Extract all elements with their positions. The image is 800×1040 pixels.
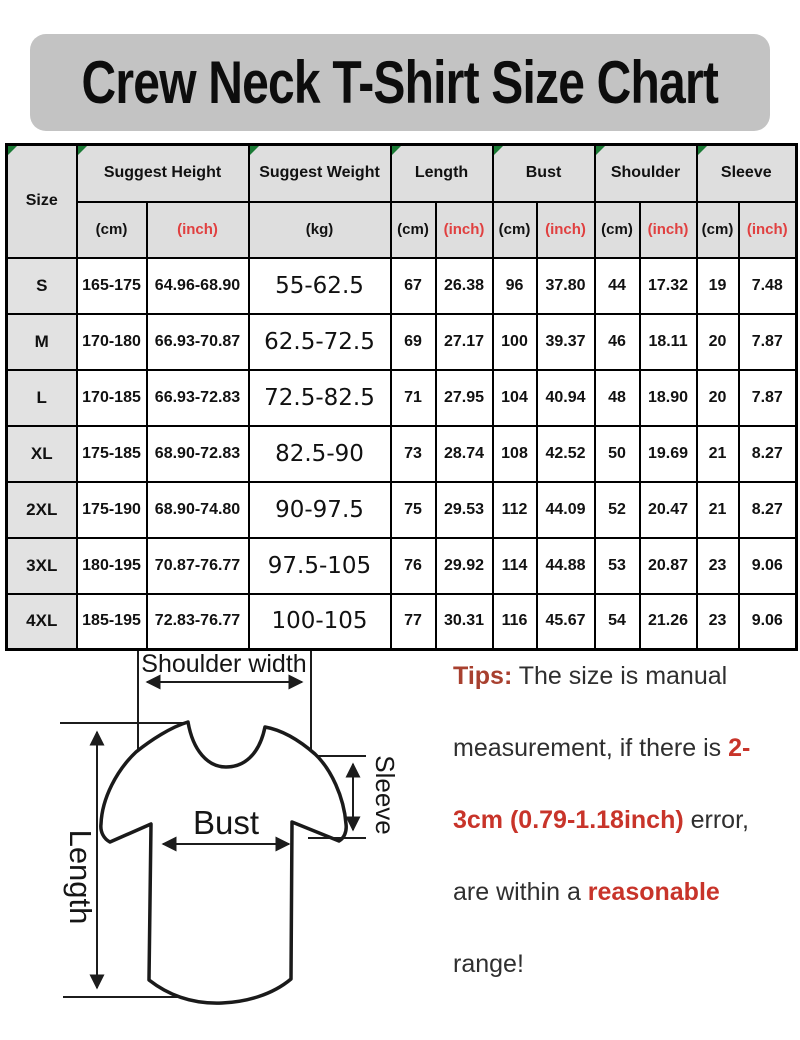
table-cell: 27.17 bbox=[436, 314, 493, 370]
table-cell: 21 bbox=[697, 482, 739, 538]
table-cell: 71 bbox=[391, 370, 436, 426]
table-cell: 67 bbox=[391, 258, 436, 314]
table-cell: 180-195 bbox=[77, 538, 147, 594]
table-cell: 69 bbox=[391, 314, 436, 370]
table-cell: 97.5-105 bbox=[249, 538, 391, 594]
tips-label: Tips: bbox=[453, 662, 513, 690]
table-cell: 82.5-90 bbox=[249, 426, 391, 482]
size-row-m bbox=[7, 314, 797, 370]
table-cell: 7.87 bbox=[739, 314, 797, 370]
table-cell: 21 bbox=[697, 426, 739, 482]
unit-header-suggest-weight-kg: (kg) bbox=[249, 202, 391, 258]
table-cell: 9.06 bbox=[739, 594, 797, 650]
size-label: M bbox=[7, 314, 77, 370]
cell-corner-marker-icon bbox=[698, 146, 707, 155]
unit-header-bust-inch: (inch) bbox=[537, 202, 595, 258]
table-cell: 44 bbox=[595, 258, 640, 314]
table-cell: 66.93-72.83 bbox=[147, 370, 249, 426]
table-cell: 37.80 bbox=[537, 258, 595, 314]
table-cell: 48 bbox=[595, 370, 640, 426]
table-cell: 64.96-68.90 bbox=[147, 258, 249, 314]
table-cell: 7.87 bbox=[739, 370, 797, 426]
tips-line-5: range! bbox=[453, 950, 524, 978]
unit-header-shoulder-cm: (cm) bbox=[595, 202, 640, 258]
col-header-suggest-height: Suggest Height bbox=[77, 145, 249, 202]
size-chart-table bbox=[5, 143, 798, 651]
table-cell: 185-195 bbox=[77, 594, 147, 650]
table-cell: 70.87-76.77 bbox=[147, 538, 249, 594]
table-cell: 76 bbox=[391, 538, 436, 594]
tips-line-3: 3cm (0.79-1.18inch) error, bbox=[453, 806, 749, 834]
table-body bbox=[7, 258, 797, 650]
unit-header-length-cm: (cm) bbox=[391, 202, 436, 258]
tshirt-measure-diagram bbox=[0, 648, 450, 1040]
table-cell: 40.94 bbox=[537, 370, 595, 426]
table-cell: 23 bbox=[697, 538, 739, 594]
size-row-3xl bbox=[7, 538, 797, 594]
table-cell: 9.06 bbox=[739, 538, 797, 594]
size-label: S bbox=[7, 258, 77, 314]
table-cell: 27.95 bbox=[436, 370, 493, 426]
table-cell: 29.53 bbox=[436, 482, 493, 538]
table-cell: 44.88 bbox=[537, 538, 595, 594]
table-cell: 46 bbox=[595, 314, 640, 370]
table-cell: 30.31 bbox=[436, 594, 493, 650]
table-cell: 20.87 bbox=[640, 538, 697, 594]
table-cell: 116 bbox=[493, 594, 537, 650]
table-cell: 73 bbox=[391, 426, 436, 482]
table-cell: 21.26 bbox=[640, 594, 697, 650]
title-banner bbox=[30, 34, 770, 131]
tips-line-2: measurement, if there is 2- bbox=[453, 734, 751, 762]
table-cell: 108 bbox=[493, 426, 537, 482]
tips-block bbox=[453, 640, 783, 1000]
unit-header-length-inch: (inch) bbox=[436, 202, 493, 258]
table-cell: 50 bbox=[595, 426, 640, 482]
table-cell: 68.90-72.83 bbox=[147, 426, 249, 482]
table-cell: 66.93-70.87 bbox=[147, 314, 249, 370]
table-cell: 175-185 bbox=[77, 426, 147, 482]
shoulder-width-label: Shoulder width bbox=[141, 650, 307, 678]
col-header-bust: Bust bbox=[493, 145, 595, 202]
table-cell: 20.47 bbox=[640, 482, 697, 538]
cell-corner-marker-icon bbox=[494, 146, 503, 155]
col-header-length: Length bbox=[391, 145, 493, 202]
table-cell: 28.74 bbox=[436, 426, 493, 482]
cell-corner-marker-icon bbox=[8, 146, 17, 155]
table-cell: 72.83-76.77 bbox=[147, 594, 249, 650]
size-label: 2XL bbox=[7, 482, 77, 538]
col-header-sleeve: Sleeve bbox=[697, 145, 797, 202]
tshirt-outline bbox=[101, 722, 346, 1003]
table-cell: 114 bbox=[493, 538, 537, 594]
table-cell: 42.52 bbox=[537, 426, 595, 482]
table-cell: 175-190 bbox=[77, 482, 147, 538]
table-cell: 20 bbox=[697, 314, 739, 370]
col-header-size: Size bbox=[7, 145, 77, 258]
table-cell: 17.32 bbox=[640, 258, 697, 314]
unit-header-bust-cm: (cm) bbox=[493, 202, 537, 258]
table-cell: 77 bbox=[391, 594, 436, 650]
col-header-suggest-weight: Suggest Weight bbox=[249, 145, 391, 202]
table-cell: 7.48 bbox=[739, 258, 797, 314]
unit-header-suggest-height-cm: (cm) bbox=[77, 202, 147, 258]
tips-highlight-2cm: 2- bbox=[728, 734, 751, 762]
table-cell: 72.5-82.5 bbox=[249, 370, 391, 426]
tips-highlight-3cm: 3cm (0.79-1.18inch) bbox=[453, 806, 684, 834]
size-row-xl bbox=[7, 426, 797, 482]
table-cell: 52 bbox=[595, 482, 640, 538]
table-cell: 170-180 bbox=[77, 314, 147, 370]
unit-header-sleeve-inch: (inch) bbox=[739, 202, 797, 258]
table-cell: 8.27 bbox=[739, 482, 797, 538]
table-cell: 100-105 bbox=[249, 594, 391, 650]
table-cell: 165-175 bbox=[77, 258, 147, 314]
tips-highlight-reasonable: reasonable bbox=[587, 878, 720, 906]
tips-line-1: Tips: The size is manual bbox=[453, 662, 728, 690]
table-cell: 75 bbox=[391, 482, 436, 538]
table-cell: 23 bbox=[697, 594, 739, 650]
table-cell: 19 bbox=[697, 258, 739, 314]
size-row-2xl bbox=[7, 482, 797, 538]
table-cell: 26.38 bbox=[436, 258, 493, 314]
table-cell: 68.90-74.80 bbox=[147, 482, 249, 538]
table-cell: 62.5-72.5 bbox=[249, 314, 391, 370]
table-cell: 18.90 bbox=[640, 370, 697, 426]
unit-header-suggest-height-inch: (inch) bbox=[147, 202, 249, 258]
size-row-s bbox=[7, 258, 797, 314]
size-label: XL bbox=[7, 426, 77, 482]
table-cell: 44.09 bbox=[537, 482, 595, 538]
table-cell: 96 bbox=[493, 258, 537, 314]
table-cell: 170-185 bbox=[77, 370, 147, 426]
table-cell: 55-62.5 bbox=[249, 258, 391, 314]
table-cell: 19.69 bbox=[640, 426, 697, 482]
table-cell: 104 bbox=[493, 370, 537, 426]
size-label: L bbox=[7, 370, 77, 426]
cell-corner-marker-icon bbox=[392, 146, 401, 155]
table-cell: 18.11 bbox=[640, 314, 697, 370]
table-cell: 8.27 bbox=[739, 426, 797, 482]
sleeve-label: Sleeve bbox=[370, 755, 400, 835]
table-cell: 53 bbox=[595, 538, 640, 594]
table-cell: 112 bbox=[493, 482, 537, 538]
table-cell: 90-97.5 bbox=[249, 482, 391, 538]
cell-corner-marker-icon bbox=[78, 146, 87, 155]
page-title: Crew Neck T-Shirt Size Chart bbox=[81, 49, 719, 116]
col-header-shoulder: Shoulder bbox=[595, 145, 697, 202]
unit-header-shoulder-inch: (inch) bbox=[640, 202, 697, 258]
cell-corner-marker-icon bbox=[596, 146, 605, 155]
cell-corner-marker-icon bbox=[250, 146, 259, 155]
size-label: 4XL bbox=[7, 594, 77, 650]
unit-header-sleeve-cm: (cm) bbox=[697, 202, 739, 258]
tips-line-4: are within a reasonable bbox=[453, 878, 720, 906]
size-row-l bbox=[7, 370, 797, 426]
table-cell: 54 bbox=[595, 594, 640, 650]
table-cell: 29.92 bbox=[436, 538, 493, 594]
table-cell: 39.37 bbox=[537, 314, 595, 370]
table-cell: 20 bbox=[697, 370, 739, 426]
table-cell: 45.67 bbox=[537, 594, 595, 650]
bust-label: Bust bbox=[192, 804, 260, 841]
length-label: Length bbox=[63, 829, 98, 925]
table-cell: 100 bbox=[493, 314, 537, 370]
table-header bbox=[7, 145, 797, 258]
size-label: 3XL bbox=[7, 538, 77, 594]
